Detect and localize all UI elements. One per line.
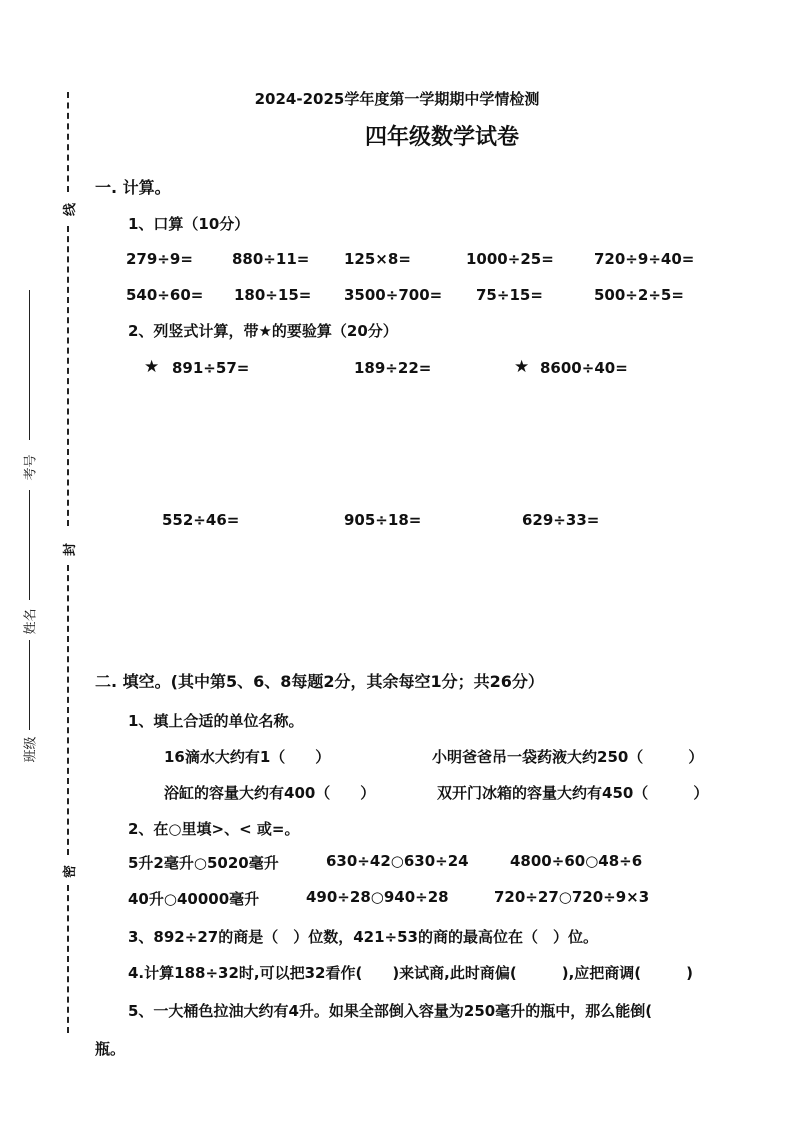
oral-calc-item: 880÷11= bbox=[232, 250, 310, 268]
seal-char-secret: 密 bbox=[63, 864, 79, 879]
oral-calc-item: 75÷15= bbox=[476, 286, 543, 304]
binding-dashed-line-middle bbox=[67, 226, 69, 526]
oral-calc-item: 720÷9÷40= bbox=[594, 250, 695, 268]
exam-subtitle: 四年级数学试卷 bbox=[364, 125, 519, 150]
unit-fill-item: 16滴水大约有1（ ） bbox=[164, 748, 331, 766]
vertical-calc-item: 891÷57= bbox=[172, 359, 250, 377]
oral-calc-item: 1000÷25= bbox=[466, 250, 554, 268]
star-icon: ★ bbox=[144, 357, 160, 377]
section2-q3: 3、892÷27的商是（ ）位数，421÷53的商的最高位在（ ）位。 bbox=[128, 928, 598, 946]
compare-item: 40升○40000毫升 bbox=[128, 890, 260, 908]
compare-item: 720÷27○720÷9×3 bbox=[494, 888, 650, 906]
compare-item: 630÷42○630÷24 bbox=[326, 852, 469, 870]
section2-heading: 二. 填空。(其中第5、6、8每题2分，其余每空1分；共26分） bbox=[95, 672, 544, 691]
oral-calc-item: 500÷2÷5= bbox=[594, 286, 684, 304]
unit-fill-item: 双开门冰箱的容量大约有450（ ） bbox=[437, 784, 709, 802]
unit-fill-item: 浴缸的容量大约有400（ ） bbox=[164, 784, 376, 802]
oral-calc-item: 3500÷700= bbox=[344, 286, 443, 304]
exam-title: 2024-2025学年度第一学期期中学情检测 bbox=[254, 90, 540, 108]
section1-q1-label: 1、口算（10分） bbox=[128, 215, 250, 233]
oral-calc-item: 125×8= bbox=[344, 250, 411, 268]
exam-number-label: 考号 bbox=[23, 454, 39, 481]
unit-fill-item: 小明爸爸吊一袋药液大约250（ ） bbox=[432, 748, 704, 766]
vertical-calc-item: 552÷46= bbox=[162, 511, 240, 529]
binding-dashed-line-lower bbox=[67, 565, 69, 855]
oral-calc-item: 279÷9= bbox=[126, 250, 193, 268]
section2-q1-label: 1、填上合适的单位名称。 bbox=[128, 712, 304, 730]
oral-calc-item: 540÷60= bbox=[126, 286, 204, 304]
exam-number-line bbox=[29, 290, 30, 440]
section1-q2-label: 2、列竖式计算，带★的要验算（20分） bbox=[128, 322, 398, 340]
section1-heading: 一. 计算。 bbox=[95, 178, 171, 197]
compare-item: 490÷28○940÷28 bbox=[306, 888, 449, 906]
section2-q2-label: 2、在○里填>、< 或=。 bbox=[128, 820, 300, 838]
vertical-calc-item: 905÷18= bbox=[344, 511, 422, 529]
section2-q5-line2: 瓶。 bbox=[95, 1040, 126, 1058]
compare-item: 5升2毫升○5020毫升 bbox=[128, 854, 279, 872]
class-line bbox=[29, 640, 30, 730]
binding-dashed-line-bottom bbox=[67, 885, 69, 1033]
name-label: 姓名 bbox=[23, 608, 39, 635]
class-label: 班级 bbox=[23, 736, 39, 763]
vertical-calc-item: 8600÷40= bbox=[540, 359, 628, 377]
oral-calc-item: 180÷15= bbox=[234, 286, 312, 304]
vertical-calc-item: 189÷22= bbox=[354, 359, 432, 377]
seal-char-line: 线 bbox=[63, 202, 79, 217]
seal-char-seal: 封 bbox=[63, 542, 79, 557]
vertical-calc-item: 629÷33= bbox=[522, 511, 600, 529]
star-icon: ★ bbox=[514, 357, 530, 377]
compare-item: 4800÷60○48÷6 bbox=[510, 852, 643, 870]
name-line bbox=[29, 490, 30, 600]
section2-q4: 4.计算188÷32时,可以把32看作( )来试商,此时商偏( ),应把商调( ) bbox=[128, 964, 693, 982]
section2-q5-line1: 5、一大桶色拉油大约有4升。如果全部倒入容量为250毫升的瓶中，那么能倒( bbox=[128, 1002, 653, 1020]
